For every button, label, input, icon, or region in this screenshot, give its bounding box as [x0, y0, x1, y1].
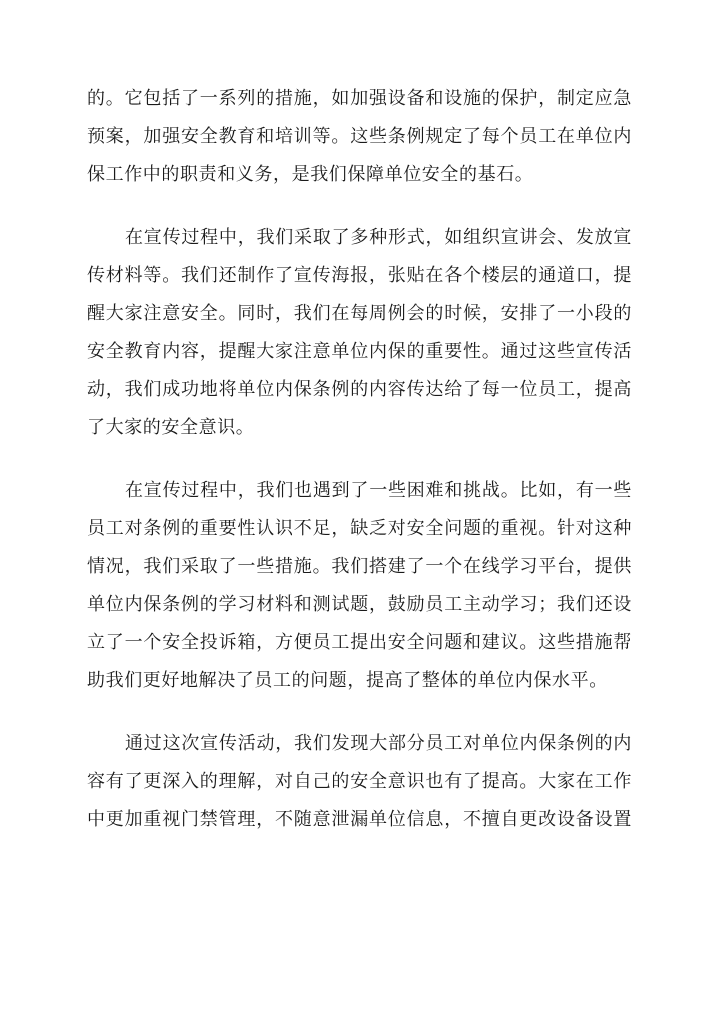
text-line: 立了一个安全投诉箱，方便员工提出安全问题和建议。这些措施帮 [87, 632, 632, 653]
text-line: 预案，加强安全教育和培训等。这些条例规定了每个员工在单位内 [87, 126, 632, 147]
text-line: 动，我们成功地将单位内保条例的内容传达给了每一位员工，提高 [87, 379, 632, 400]
text-line: 通过这次宣传活动，我们发现大部分员工对单位内保条例的内 [125, 733, 632, 754]
paragraph-3 [87, 472, 632, 700]
text-line: 保工作中的职责和义务，是我们保障单位安全的基石。 [87, 164, 534, 185]
text-line: 在宣传过程中，我们也遇到了一些困难和挑战。比如，有一些 [125, 480, 632, 501]
text-line: 情况，我们采取了一些措施。我们搭建了一个在线学习平台，提供 [87, 556, 632, 577]
text-line: 了大家的安全意识。 [87, 417, 255, 438]
text-line: 的。它包括了一系列的措施，如加强设备和设施的保护，制定应急 [87, 88, 632, 109]
document-body [87, 80, 632, 864]
text-line: 在宣传过程中，我们采取了多种形式，如组织宣讲会、发放宣 [125, 227, 632, 248]
paragraph-4 [87, 725, 632, 839]
text-line: 容有了更深入的理解，对自己的安全意识也有了提高。大家在工作 [87, 771, 632, 792]
paragraph-2 [87, 219, 632, 447]
text-line: 传材料等。我们还制作了宣传海报，张贴在各个楼层的通道口，提 [87, 265, 632, 286]
text-line: 中更加重视门禁管理，不随意泄漏单位信息，不擅自更改设备设置 [87, 809, 632, 830]
text-line: 员工对条例的重要性认识不足，缺乏对安全问题的重视。针对这种 [87, 518, 632, 539]
text-line: 醒大家注意安全。同时，我们在每周例会的时候，安排了一小段的 [87, 303, 632, 324]
text-line: 单位内保条例的学习材料和测试题，鼓励员工主动学习；我们还设 [87, 594, 632, 615]
text-line: 助我们更好地解决了员工的问题，提高了整体的单位内保水平。 [87, 670, 608, 691]
text-line: 安全教育内容，提醒大家注意单位内保的重要性。通过这些宣传活 [87, 341, 632, 362]
paragraph-1 [87, 80, 632, 194]
